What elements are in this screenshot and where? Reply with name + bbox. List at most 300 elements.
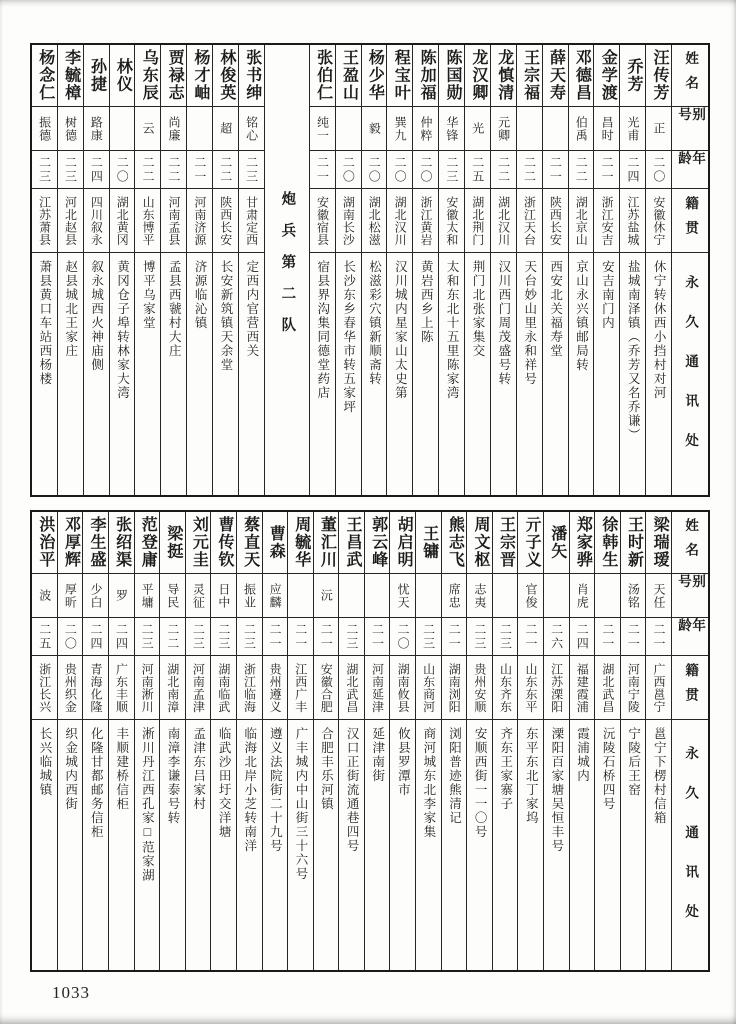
person-origin-cell <box>544 656 569 720</box>
person-address-cell <box>213 253 238 495</box>
header-column <box>672 512 708 970</box>
person-name: 范登庸 <box>139 516 157 569</box>
person-name-cell <box>186 512 211 574</box>
person-name-cell <box>467 512 492 574</box>
person-name-cell <box>543 45 568 107</box>
person-age-cell <box>135 151 160 189</box>
person-alias-cell <box>493 574 518 618</box>
person-column <box>517 45 543 495</box>
person-origin: 广东丰顺 <box>114 662 129 713</box>
person-age: 二〇 <box>396 622 411 651</box>
person-address-cell <box>135 253 160 495</box>
person-column <box>646 512 672 970</box>
person-age-cell <box>211 618 236 656</box>
person-alias-cell <box>595 574 620 618</box>
person-origin: 湖北荆门 <box>470 195 485 246</box>
person-origin-cell <box>467 656 492 720</box>
person-age: 二二 <box>522 155 537 184</box>
person-column <box>439 45 465 495</box>
person-column <box>336 45 362 495</box>
person-address-cell <box>161 253 186 495</box>
person-column <box>186 512 212 970</box>
person-alias-cell <box>544 574 569 618</box>
person-address: 延津南街 <box>370 727 385 783</box>
person-alias: 官俊 <box>524 582 539 609</box>
person-origin-cell <box>58 189 83 253</box>
person-name: 邓德昌 <box>573 49 591 102</box>
person-origin-cell <box>109 656 134 720</box>
person-address: 松滋彩穴镇新顺斋转 <box>367 260 382 386</box>
person-name: 蔡直天 <box>241 516 259 569</box>
page-number: 1033 <box>52 983 90 1002</box>
person-alias: 光 <box>470 122 485 135</box>
person-age: 二一 <box>600 155 615 184</box>
person-origin-cell <box>32 656 57 720</box>
person-name: 林仪 <box>114 58 132 93</box>
person-alias: 正 <box>651 122 666 135</box>
person-address-cell <box>109 720 134 970</box>
person-column <box>491 45 517 495</box>
person-alias-cell <box>314 574 339 618</box>
person-address: 天台妙山里永和祥号 <box>522 260 537 386</box>
person-origin-cell <box>161 189 186 253</box>
person-origin-cell <box>84 189 109 253</box>
person-column <box>339 512 365 970</box>
person-address: 合肥丰乐河镇 <box>319 727 334 811</box>
person-name-cell <box>465 45 490 107</box>
person-address-cell <box>84 253 109 495</box>
person-origin: 河南淅川 <box>140 662 155 713</box>
person-alias-cell <box>186 574 211 618</box>
person-column <box>594 45 620 495</box>
person-age-cell <box>569 151 594 189</box>
person-alias-cell <box>465 107 490 151</box>
person-address-cell <box>237 720 262 970</box>
person-age: 二一 <box>524 622 539 651</box>
header-label-name: 姓名 <box>683 518 699 567</box>
person-age: 二三 <box>421 622 436 651</box>
person-address: 南漳李谦泰号转 <box>165 727 180 825</box>
person-age-cell <box>467 618 492 656</box>
person-alias-cell <box>387 107 412 151</box>
person-name: 金学渡 <box>599 49 617 102</box>
person-name: 龙汉卿 <box>469 49 487 102</box>
person-origin: 安徽合肥 <box>319 662 334 713</box>
person-address: 荆门北张家集交 <box>471 260 485 358</box>
person-age: 二三 <box>498 622 513 651</box>
person-origin: 湖北汉川 <box>393 195 408 246</box>
person-origin: 陕西长安 <box>548 195 563 246</box>
person-name: 曹森 <box>267 525 285 560</box>
person-age: 二一 <box>600 622 615 651</box>
person-age: 二二 <box>496 155 511 184</box>
person-address: 霞浦城内 <box>575 727 590 783</box>
person-column <box>595 512 621 970</box>
person-origin: 江西广丰 <box>293 662 308 713</box>
person-name: 曹传钦 <box>216 516 233 569</box>
person-age: 二三 <box>244 155 259 184</box>
person-alias: 灵征 <box>191 582 206 609</box>
person-name: 陈加福 <box>418 49 436 102</box>
person-alias-cell <box>213 107 238 151</box>
person-origin-cell <box>646 656 671 720</box>
person-origin-cell <box>160 656 185 720</box>
person-age-cell <box>84 151 109 189</box>
person-name-cell <box>493 512 518 574</box>
person-name: 胡启明 <box>395 516 413 569</box>
header-label-address: 永久通讯处 <box>683 275 699 473</box>
person-alias: 毅 <box>367 122 382 135</box>
person-age-cell <box>594 151 619 189</box>
person-column <box>288 512 314 970</box>
person-alias-cell <box>83 574 108 618</box>
person-alias-cell <box>135 107 160 151</box>
person-alias: 振业 <box>242 582 257 609</box>
person-age-cell <box>310 151 335 189</box>
person-address-cell <box>387 253 412 495</box>
person-address-cell <box>570 720 595 970</box>
person-address-cell <box>58 720 83 970</box>
header-cell-origin <box>672 189 708 253</box>
person-origin-cell <box>365 656 390 720</box>
person-address-cell <box>135 720 160 970</box>
person-column <box>84 45 110 495</box>
person-name-cell <box>646 45 671 107</box>
person-address: 邕宁下楞村信箱 <box>652 727 667 825</box>
person-column <box>570 512 596 970</box>
person-name: 杨少华 <box>366 49 384 102</box>
person-alias: 波 <box>37 589 52 602</box>
person-age: 二三 <box>140 622 155 651</box>
person-age-cell <box>646 151 671 189</box>
person-address: 太和东北十五里陈家湾 <box>445 260 460 400</box>
person-address: 安吉南门内 <box>600 260 615 330</box>
person-address: 临海北岸小芝转南洋 <box>242 727 257 853</box>
person-column <box>387 45 413 495</box>
person-origin: 贵州织金 <box>63 662 78 713</box>
person-age-cell <box>493 618 518 656</box>
person-alias-cell <box>518 574 543 618</box>
person-name-cell <box>517 45 542 107</box>
person-age: 二三 <box>242 622 257 651</box>
person-name-cell <box>58 45 83 107</box>
person-age-cell <box>362 151 387 189</box>
person-address: 长兴临城镇 <box>38 727 53 797</box>
person-age: 二〇 <box>63 622 78 651</box>
person-age: 二〇 <box>367 155 382 184</box>
header-column <box>672 45 708 495</box>
person-address-cell <box>83 720 108 970</box>
person-origin-cell <box>32 189 57 253</box>
person-name-cell <box>161 45 186 107</box>
person-address: 休宁转休西小挡村对河 <box>652 260 667 400</box>
header-cell-age <box>672 618 708 656</box>
person-age-cell <box>387 151 412 189</box>
person-age-cell <box>187 151 212 189</box>
person-address-cell <box>646 253 671 495</box>
person-alias: 纯一 <box>315 115 330 142</box>
person-address: 宿县界沟集同德堂药店 <box>315 260 330 400</box>
person-alias: 沅 <box>319 589 334 602</box>
header-cell-alias <box>672 107 708 151</box>
person-column <box>543 45 569 495</box>
person-age: 二四 <box>88 622 103 651</box>
person-name-cell <box>109 512 134 574</box>
person-column <box>211 512 237 970</box>
person-age: 二一 <box>370 622 385 651</box>
person-age-cell <box>314 618 339 656</box>
person-origin: 浙江长兴 <box>37 662 52 713</box>
person-origin-cell <box>570 656 595 720</box>
person-address-cell <box>620 253 645 495</box>
person-address-cell <box>594 253 619 495</box>
person-name-cell <box>362 45 387 107</box>
person-alias-cell <box>365 574 390 618</box>
person-alias-cell <box>570 574 595 618</box>
person-address-cell <box>416 720 441 970</box>
header-cell-alias <box>672 574 708 618</box>
person-origin-cell <box>646 189 671 253</box>
person-alias: 尚廉 <box>166 115 181 142</box>
person-age-cell <box>646 618 671 656</box>
person-column <box>109 512 135 970</box>
person-address: 遵义法院街二十九号 <box>268 727 283 853</box>
person-origin-cell <box>211 656 236 720</box>
person-name-cell <box>390 512 415 574</box>
person-column <box>32 45 58 495</box>
person-alias: 超 <box>218 122 233 135</box>
person-name-cell <box>160 512 185 574</box>
person-column <box>135 45 161 495</box>
person-name-cell <box>237 512 262 574</box>
person-age: 二四 <box>89 155 104 184</box>
person-name-cell <box>416 512 441 574</box>
person-name: 杨才岫 <box>191 49 209 102</box>
person-origin: 浙江安吉 <box>600 195 615 246</box>
person-age-cell <box>465 151 490 189</box>
person-address: 汉川城内星家山太史第 <box>393 260 408 400</box>
person-origin-cell <box>416 656 441 720</box>
person-origin-cell <box>288 656 313 720</box>
person-origin: 福建霞浦 <box>575 662 590 713</box>
person-age: 二四 <box>114 622 129 651</box>
person-name: 徐韩生 <box>599 516 617 569</box>
person-address-cell <box>288 720 313 970</box>
person-origin-cell <box>336 189 361 253</box>
person-age: 二〇 <box>115 155 130 184</box>
person-origin-cell <box>135 189 160 253</box>
person-address: 化隆甘都邮务信柜 <box>89 727 104 839</box>
person-origin: 浙江黄岩 <box>418 195 433 246</box>
person-origin: 河南孟津 <box>191 662 206 713</box>
person-name: 林俊英 <box>217 49 235 102</box>
person-name: 李生盛 <box>88 516 106 569</box>
person-address: 沅陵石桥四号 <box>601 727 616 811</box>
person-age: 二三 <box>216 622 231 651</box>
person-age: 二一 <box>315 155 330 184</box>
person-age-cell <box>239 151 264 189</box>
person-name: 亓子义 <box>523 516 541 569</box>
person-alias-cell <box>187 107 212 151</box>
person-origin-cell <box>620 189 645 253</box>
person-age: 二三 <box>344 622 359 651</box>
person-age: 二一 <box>268 622 283 651</box>
person-address-cell <box>442 720 467 970</box>
person-name: 李毓樟 <box>62 49 80 102</box>
person-origin-cell <box>594 189 619 253</box>
person-alias-cell <box>390 574 415 618</box>
person-column <box>416 512 442 970</box>
person-address-cell <box>186 720 211 970</box>
person-age: 二一 <box>548 155 563 184</box>
person-age-cell <box>110 151 135 189</box>
person-name-cell <box>135 45 160 107</box>
person-age-cell <box>517 151 542 189</box>
person-address-cell <box>187 253 212 495</box>
person-age-cell <box>544 618 569 656</box>
person-alias-cell <box>416 574 441 618</box>
person-age-cell <box>390 618 415 656</box>
person-name-cell <box>569 45 594 107</box>
person-age-cell <box>621 618 646 656</box>
person-name-cell <box>58 512 83 574</box>
person-age-cell <box>336 151 361 189</box>
person-origin: 山东商河 <box>421 662 436 713</box>
person-origin: 湖北松滋 <box>367 195 382 246</box>
person-age: 二一 <box>319 622 334 651</box>
person-origin-cell <box>518 656 543 720</box>
person-alias: 路康 <box>89 115 104 142</box>
person-address: 定西内官营西关 <box>244 260 259 358</box>
person-origin-cell <box>595 656 620 720</box>
person-column <box>314 512 340 970</box>
person-column <box>83 512 109 970</box>
person-origin: 河南济源 <box>192 195 207 246</box>
person-name-cell <box>213 45 238 107</box>
person-column <box>310 45 336 495</box>
person-origin-cell <box>83 656 108 720</box>
person-name: 王昌武 <box>343 516 361 569</box>
person-alias: 云 <box>141 122 156 135</box>
header-label-alias: 别号 <box>676 574 706 599</box>
person-address-cell <box>362 253 387 495</box>
person-column <box>263 512 289 970</box>
person-address-cell <box>390 720 415 970</box>
person-name: 董汇川 <box>318 516 336 569</box>
person-age: 二三 <box>63 155 78 184</box>
person-name: 梁挺 <box>164 525 182 560</box>
person-column <box>365 512 391 970</box>
person-column <box>518 512 544 970</box>
person-address-cell <box>211 720 236 970</box>
person-address: 赵县城北王家庄 <box>63 260 78 358</box>
person-address-cell <box>493 720 518 970</box>
person-origin: 安徽宿县 <box>315 195 330 246</box>
person-column <box>58 45 84 495</box>
person-origin: 甘肃定西 <box>244 195 259 246</box>
person-column <box>58 512 84 970</box>
person-origin-cell <box>339 656 364 720</box>
person-alias: 巽九 <box>393 115 408 142</box>
person-alias: 光甫 <box>625 115 640 142</box>
person-column <box>467 512 493 970</box>
person-address-cell <box>543 253 568 495</box>
person-age: 二四 <box>625 155 640 184</box>
person-alias-cell <box>543 107 568 151</box>
person-age: 二三 <box>444 155 459 184</box>
person-address-cell <box>439 253 464 495</box>
person-age-cell <box>442 618 467 656</box>
person-age-cell <box>58 151 83 189</box>
person-age: 二〇 <box>341 155 356 184</box>
person-column <box>646 45 672 495</box>
person-alias-cell <box>439 107 464 151</box>
person-age-cell <box>518 618 543 656</box>
person-address-cell <box>413 253 438 495</box>
person-name: 熊志飞 <box>446 516 464 569</box>
header-label-age: 年龄 <box>676 151 706 176</box>
person-name-cell <box>187 45 212 107</box>
person-address: 长安新筑镇天余堂 <box>219 260 233 372</box>
person-alias-cell <box>517 107 542 151</box>
person-alias-cell <box>160 574 185 618</box>
person-address-cell <box>491 253 516 495</box>
person-age: 二二 <box>166 155 181 184</box>
person-address-cell <box>32 253 57 495</box>
person-address: 黄岩西乡上陈 <box>419 260 434 344</box>
person-name-cell <box>336 45 361 107</box>
person-age: 二〇 <box>651 155 666 184</box>
person-address: 攸县罗潭市 <box>396 727 411 797</box>
person-origin: 湖北黄冈 <box>115 195 130 246</box>
person-alias: 平墉 <box>140 582 155 609</box>
person-origin-cell <box>187 189 212 253</box>
roster-table-top <box>30 43 710 497</box>
person-name: 龙慎清 <box>495 49 513 102</box>
person-address: 商河城东北李家集 <box>421 727 436 839</box>
person-column <box>362 45 388 495</box>
person-age-cell <box>543 151 568 189</box>
person-address: 济源临沁镇 <box>193 260 208 330</box>
person-origin-cell <box>493 656 518 720</box>
person-origin-cell <box>362 189 387 253</box>
header-label-address: 永久通讯处 <box>683 746 699 944</box>
person-name-cell <box>439 45 464 107</box>
person-column <box>32 512 58 970</box>
person-alias-cell <box>237 574 262 618</box>
person-name: 刘元圭 <box>190 516 208 569</box>
person-origin: 青海化隆 <box>88 662 103 713</box>
person-alias: 树德 <box>63 115 78 142</box>
person-column <box>493 512 519 970</box>
person-alias-cell <box>109 574 134 618</box>
person-name-cell <box>32 512 57 574</box>
person-alias: 昌时 <box>600 115 615 142</box>
person-age: 二一 <box>192 155 207 184</box>
person-origin: 贵州安顺 <box>472 662 487 713</box>
person-address: 浏阳普迹熊清记 <box>447 727 462 825</box>
person-origin: 湖北京山 <box>574 195 589 246</box>
person-address: 临武沙田圩交洋塘 <box>217 727 232 839</box>
person-address: 溧阳百家塘吴恒丰号 <box>549 727 564 853</box>
person-age-cell <box>83 618 108 656</box>
person-name: 梁瑞瑷 <box>651 516 669 569</box>
person-origin: 湖南长沙 <box>341 195 356 246</box>
person-origin: 江苏溧阳 <box>549 662 564 713</box>
person-origin-cell <box>186 656 211 720</box>
person-address-cell <box>58 253 83 495</box>
person-origin: 浙江天台 <box>522 195 537 246</box>
